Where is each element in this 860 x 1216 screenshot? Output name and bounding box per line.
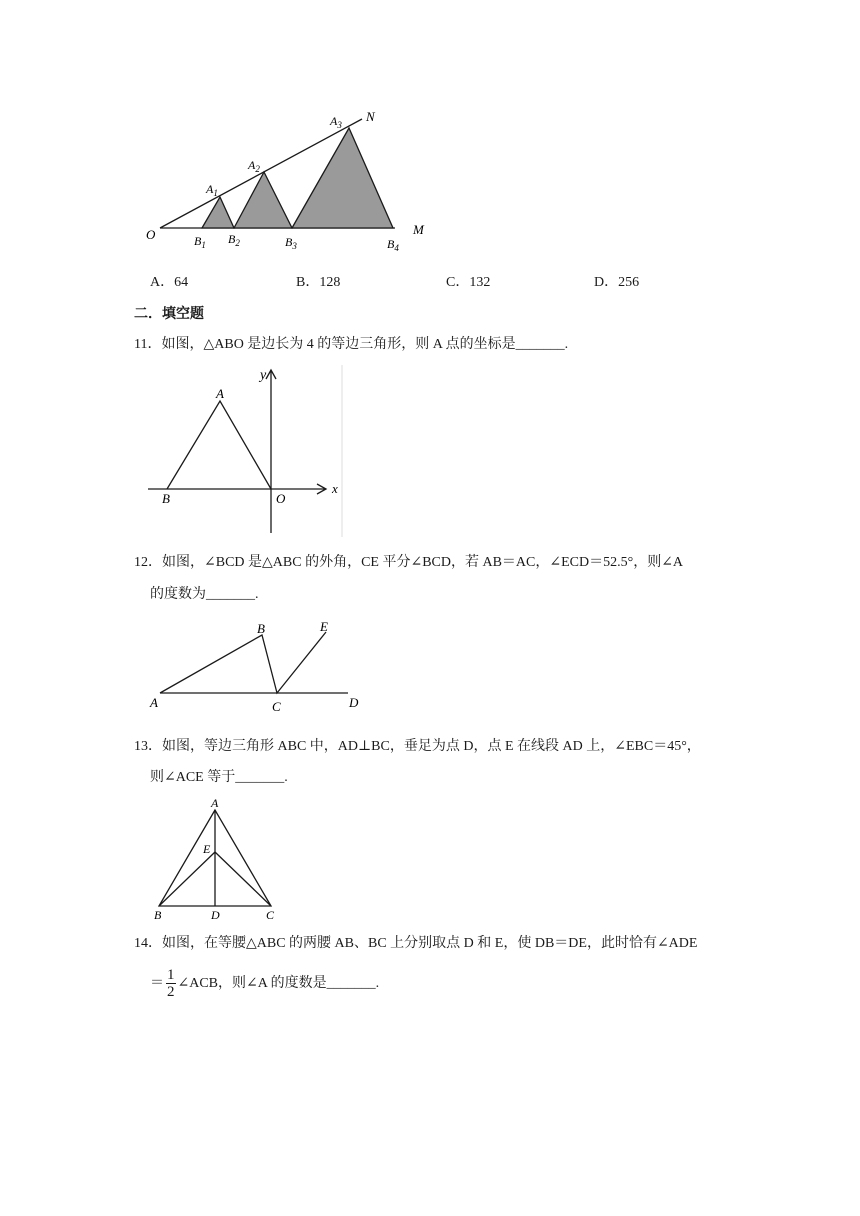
figure-q10 xyxy=(140,105,440,260)
label-A: A xyxy=(211,796,219,810)
shaded-triangle-3 xyxy=(292,128,393,228)
label-A: A xyxy=(216,386,224,401)
choice-d: D．256 xyxy=(594,275,640,290)
label-E: E xyxy=(203,842,211,856)
q11-text: 11．如图，△ABO 是边长为 4 的等边三角形，则 A 点的坐标是_______. xyxy=(134,337,569,352)
q14-line2 xyxy=(150,966,379,1002)
label-D: D xyxy=(211,908,220,922)
label-B1: $B_1$ xyxy=(194,234,206,250)
fraction-numerator: 1 xyxy=(167,967,175,984)
choice-b: B．128 xyxy=(296,275,341,290)
q13-line2: 则∠ACE 等于_______. xyxy=(150,770,288,785)
figure-q12 xyxy=(140,615,380,715)
figure-q11 xyxy=(140,365,350,537)
choice-a: A．64 xyxy=(150,275,189,290)
label-B: B xyxy=(162,491,170,506)
label-A: A xyxy=(150,695,158,710)
label-C: C xyxy=(272,699,281,714)
shaded-triangle-2 xyxy=(234,172,292,228)
figure-q13 xyxy=(145,795,295,925)
q14-line2-text: ∠ACB，则∠A 的度数是_______. xyxy=(177,976,380,991)
label-x: x xyxy=(332,481,338,496)
choice-c: C．132 xyxy=(446,275,491,290)
q12-line1: 12．如图，∠BCD 是△ABC 的外角，CE 平分∠BCD，若 AB＝AC，∠ECD＝52.5°，则∠A xyxy=(134,555,684,570)
label-M: M xyxy=(413,222,424,237)
q14-equals: ＝ xyxy=(150,976,164,991)
shaded-triangle-1 xyxy=(202,197,234,228)
label-A1: $A_1$ xyxy=(206,182,218,198)
label-B2: $B_2$ xyxy=(228,232,240,248)
label-O: O xyxy=(276,491,286,506)
label-B: B xyxy=(154,908,162,922)
section-title: 二．填空题 xyxy=(134,305,204,321)
q13-line1: 13．如图，等边三角形 ABC 中，AD⊥BC，垂足为点 D，点 E 在线段 AD 上，∠EBC＝45°， xyxy=(134,739,701,754)
label-B4: $B_4$ xyxy=(387,237,399,253)
fraction-denominator: 2 xyxy=(167,984,175,1001)
q14-line1: 14．如图，在等腰△ABC 的两腰 AB、BC 上分别取点 D 和 E，使 DB＝DE，此时恰有∠ADE xyxy=(134,936,698,951)
label-C: C xyxy=(266,908,275,922)
label-A3: $A_3$ xyxy=(330,114,342,130)
label-B: B xyxy=(257,621,265,636)
label-E: E xyxy=(320,619,328,634)
label-A2: $A_2$ xyxy=(248,158,260,174)
label-B3: $B_3$ xyxy=(285,235,297,251)
fraction-one-half xyxy=(166,967,176,1000)
label-O: O xyxy=(146,227,156,242)
q12-line2: 的度数为_______. xyxy=(150,587,259,602)
label-D: D xyxy=(349,695,359,710)
label-N: N xyxy=(366,109,375,124)
label-y: y xyxy=(260,368,267,383)
